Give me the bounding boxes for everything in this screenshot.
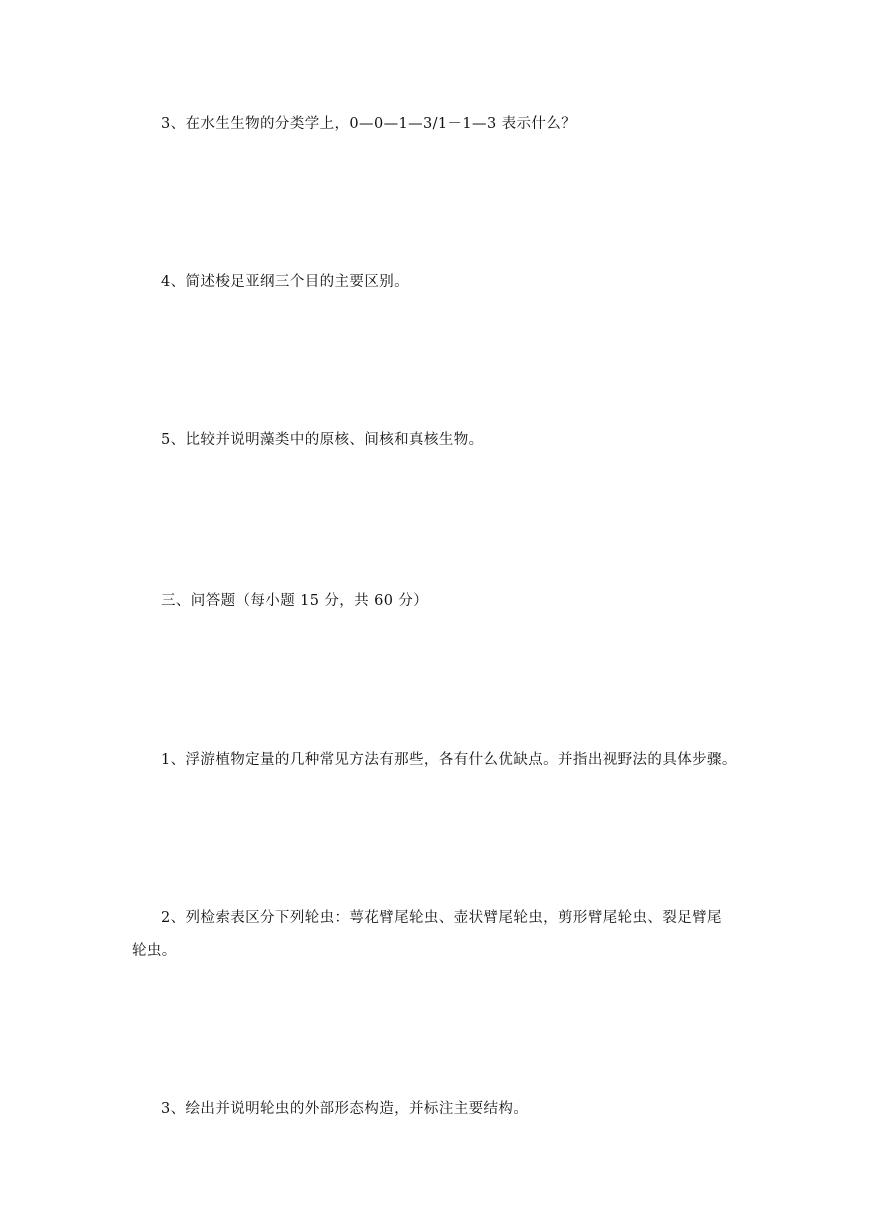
question-4-copepod-orders: 4、简述梭足亚纲三个目的主要区别。 [161,274,410,290]
question-3-taxonomy-code: 3、在水生生物的分类学上，0—0—1—3/1－1—3 表示什么？ [161,116,577,132]
essay-question-3: 3、绘出并说明轮虫的外部形态构造，并标注主要结构。 [161,1101,529,1117]
essay-question-2-line-2: 轮虫。 [132,943,177,959]
essay-question-1: 1、浮游植物定量的几种常见方法有那些，各有什么优缺点。并指出视野法的具体步骤。 [161,752,737,768]
section-3-heading: 三、问答题（每小题 15 分，共 60 分） [161,593,429,609]
question-5-algae-comparison: 5、比较并说明藻类中的原核、间核和真核生物。 [161,432,484,448]
essay-question-2-line-1: 2、列检索表区分下列轮虫：萼花臂尾轮虫、壶状臂尾轮虫，剪形臂尾轮虫、裂足臂尾 [161,910,722,926]
